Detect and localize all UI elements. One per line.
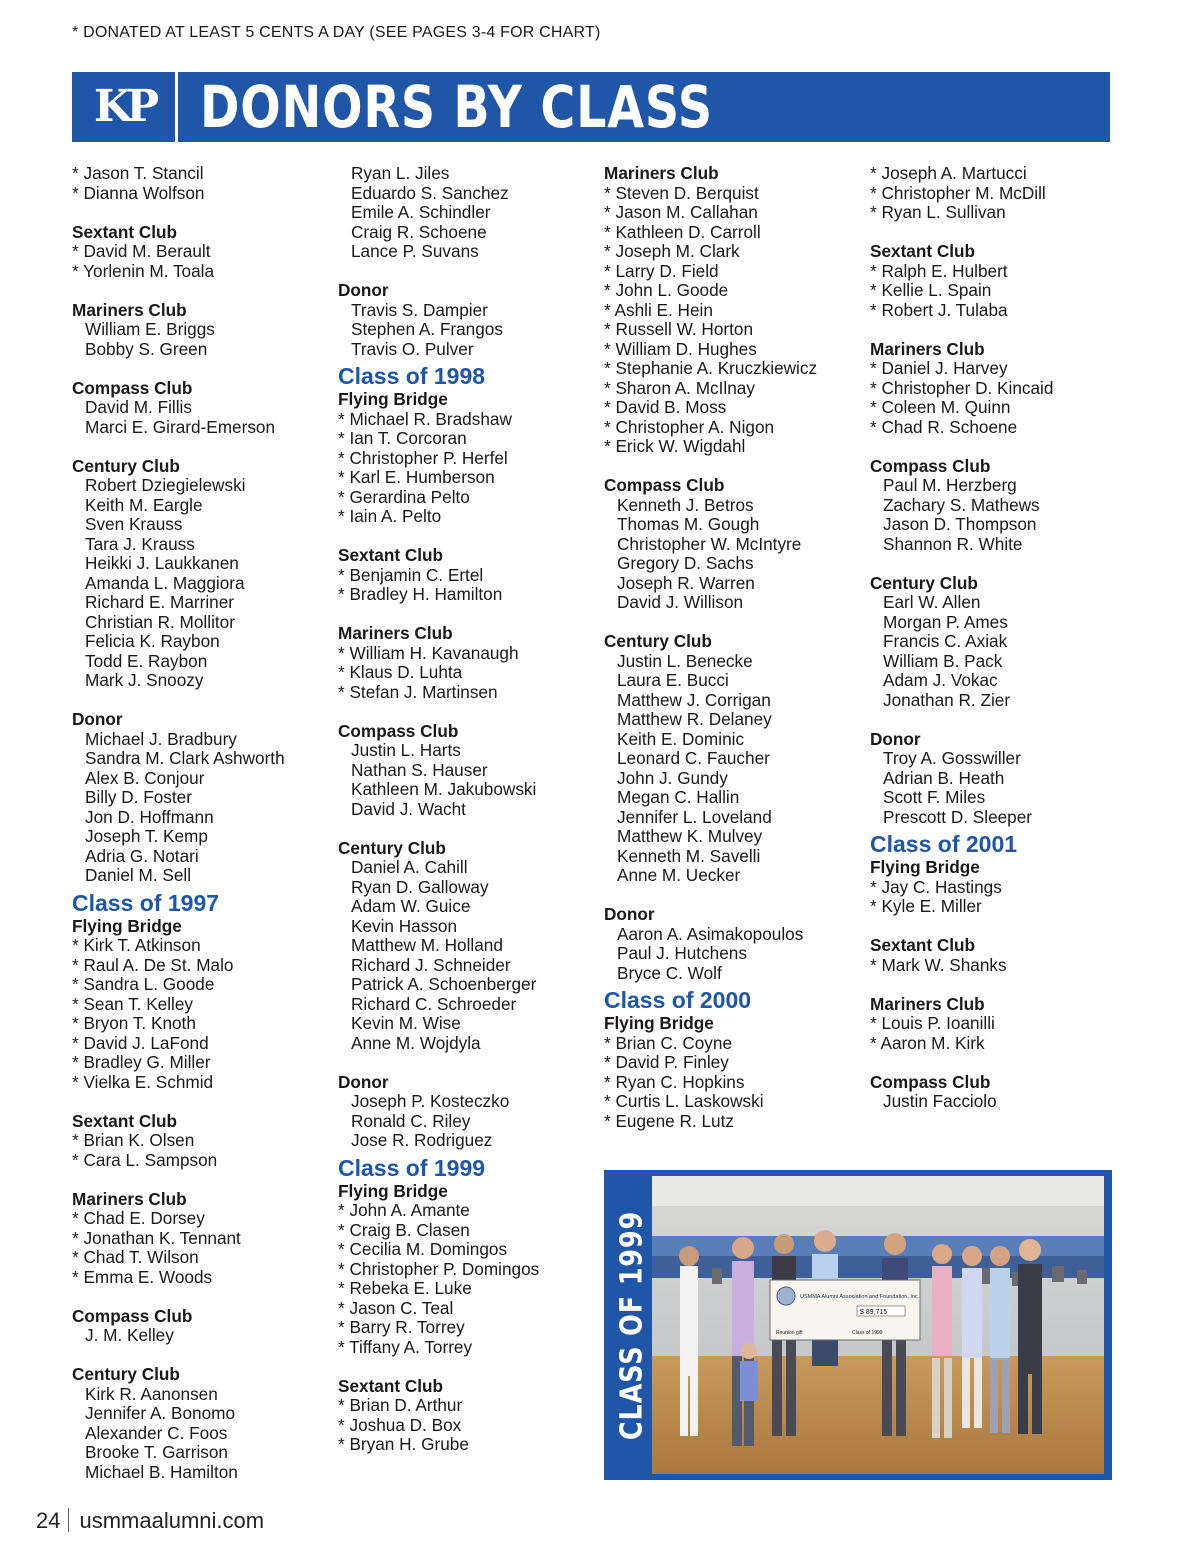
donor-name: Zachary S. Mathews [883, 494, 1040, 515]
donor-name: Laura E. Bucci [617, 670, 729, 690]
spacer [870, 223, 1132, 243]
donor-name: * Erick W. Wigdahl [604, 437, 866, 457]
donor-name: Ryan D. Galloway [351, 876, 489, 897]
donor-name: Robert Dziegielewski [85, 475, 246, 495]
donor-name: * Karl E. Humberson [338, 468, 600, 488]
donor-name: Jennifer A. Bonomo [85, 1403, 236, 1423]
donor-name: Daniel M. Sell [85, 865, 192, 885]
donor-name: Paul J. Hutchens [617, 943, 747, 963]
donor-name: Adria G. Notari [85, 845, 199, 866]
donor-name: * Tiffany A. Torrey [338, 1338, 600, 1358]
donor-name: Matthew K. Mulvey [617, 826, 763, 846]
donor-name: Kenneth M. Savelli [617, 845, 761, 866]
spacer [338, 605, 600, 625]
club-heading: Sextant Club [72, 221, 178, 242]
donor-name: * Christopher M. McDill [870, 184, 1132, 204]
donor-name: Kirk R. Aanonsen [85, 1383, 218, 1404]
donor-name: * Curtis L. Laskowski [604, 1092, 866, 1112]
kp-logo [72, 72, 178, 142]
donor-name: * John L. Goode [604, 281, 866, 301]
spacer [72, 1287, 334, 1307]
donor-name: Brooke T. Garrison [85, 1442, 228, 1462]
donor-name: David J. Willison [617, 592, 744, 612]
donor-name: Alexander C. Foos [85, 1422, 228, 1443]
donor-name: Megan C. Hallin [617, 787, 740, 807]
donor-name: Lance P. Suvans [351, 241, 479, 261]
donor-column-2 [338, 164, 600, 1455]
donor-name: Jon D. Hoffmann [85, 806, 214, 827]
donor-name: Sandra M. Clark Ashworth [85, 748, 285, 768]
donor-name: * Coleen M. Quinn [870, 398, 1132, 418]
donor-name: Jason D. Thompson [883, 514, 1037, 534]
donor-name: * Bradley G. Miller [72, 1053, 334, 1073]
club-heading: Century Club [338, 837, 446, 858]
spacer [72, 1170, 334, 1190]
donor-name: Matthew M. Holland [351, 935, 503, 955]
donor-name: Joseph P. Kosteczko [351, 1091, 510, 1111]
check-payee: USMMA Alumni Association and Foundation, Inc. [800, 1294, 920, 1300]
club-heading: Donor [72, 709, 123, 729]
donor-name: Bobby S. Green [85, 338, 208, 359]
donor-name: * Jay C. Hastings [870, 878, 1132, 898]
club-heading: Donor [338, 280, 389, 300]
spacer [338, 1053, 600, 1073]
spacer [338, 1357, 600, 1377]
donor-name: * Bradley H. Hamilton [338, 585, 600, 605]
club-heading: Donor [870, 728, 921, 749]
donor-name: Ryan L. Jiles [351, 163, 450, 183]
footer-divider [68, 1508, 69, 1532]
donor-name: * Russell W. Horton [604, 320, 866, 340]
class-photo-panel [604, 1170, 1112, 1480]
donor-name: * David P. Finley [604, 1053, 866, 1073]
donor-name: Aaron A. Asimakopoulos [617, 923, 804, 944]
donor-name: Richard J. Schneider [351, 954, 511, 975]
spacer [72, 691, 334, 711]
donor-name: John J. Gundy [617, 767, 728, 788]
club-heading: Sextant Club [870, 935, 976, 955]
donor-name: Eduardo S. Sanchez [351, 182, 509, 203]
club-heading: Mariners Club [604, 163, 719, 183]
donor-name: Justin Facciolo [883, 1091, 997, 1111]
donor-column-1 [72, 164, 334, 1482]
donor-name: * Kirk T. Atkinson [72, 936, 334, 956]
spacer [72, 437, 334, 457]
donor-name: * Vielka E. Schmid [72, 1073, 334, 1093]
donor-name: * Aaron M. Kirk [870, 1034, 1132, 1054]
donor-name: Justin L. Harts [351, 740, 461, 760]
donor-name: Bryce C. Wolf [617, 962, 722, 983]
donor-name: * Christopher A. Nigon [604, 418, 866, 438]
donor-name: Felicia K. Raybon [85, 631, 220, 651]
spacer [870, 975, 1132, 995]
donor-name: * Ian T. Corcoran [338, 429, 600, 449]
donor-name: * Kyle E. Miller [870, 897, 1132, 917]
donor-name: * Christopher P. Domingos [338, 1260, 600, 1280]
donor-name: Gregory D. Sachs [617, 553, 754, 573]
donor-name: William E. Briggs [85, 319, 215, 339]
check-memo: Reunion gift [776, 1330, 803, 1336]
donor-name: * Cara L. Sampson [72, 1151, 334, 1171]
donor-name: * Sharon A. McIlnay [604, 379, 866, 399]
donor-name: Thomas M. Gough [617, 514, 760, 534]
donor-name: * Bryon T. Knoth [72, 1014, 334, 1034]
club-heading: Compass Club [870, 1071, 991, 1092]
donor-name: Travis O. Pulver [351, 338, 474, 359]
donor-name: * Brian K. Olsen [72, 1131, 334, 1151]
club-heading: Mariners Club [72, 299, 187, 320]
spacer [72, 281, 334, 301]
class-of-1999-photo [652, 1176, 1104, 1474]
donation-footnote: * DONATED AT LEAST 5 CENTS A DAY (SEE PAGES 3-4 FOR CHART) [72, 24, 601, 41]
donor-name: Amanda L. Maggiora [85, 572, 245, 593]
donor-name: Jonathan R. Zier [883, 689, 1011, 710]
club-heading: Compass Club [72, 1305, 193, 1326]
donor-name: * Stefan J. Martinsen [338, 683, 600, 703]
club-heading: Mariners Club [870, 993, 985, 1014]
donor-name: Richard E. Marriner [85, 592, 234, 612]
donor-name: Earl W. Allen [883, 592, 981, 612]
donor-name: Christian R. Mollitor [85, 611, 235, 632]
donor-name: Tara J. Krauss [85, 533, 195, 554]
donor-name: Sven Krauss [85, 514, 183, 534]
donor-name: Daniel A. Cahill [351, 857, 468, 877]
donor-name: * Barry R. Torrey [338, 1318, 600, 1338]
class-heading: Class of 2001 [870, 831, 1018, 857]
club-heading: Flying Bridge [338, 389, 448, 409]
donor-name: Kevin Hasson [351, 915, 458, 936]
spacer [604, 613, 866, 633]
donor-name: Keith M. Eargle [85, 494, 203, 515]
donor-name: * Larry D. Field [604, 262, 866, 282]
spacer [338, 702, 600, 722]
club-heading: Century Club [604, 631, 712, 651]
donor-name: Kathleen M. Jakubowski [351, 779, 537, 799]
donor-name: * Joseph A. Martucci [870, 164, 1132, 184]
donor-name: David M. Fillis [85, 397, 192, 417]
club-heading: Flying Bridge [338, 1180, 448, 1201]
donor-name: * David B. Moss [604, 398, 866, 418]
donor-name: Billy D. Foster [85, 787, 192, 807]
spacer [870, 710, 1132, 730]
club-heading: Mariners Club [870, 338, 985, 359]
donor-name: Alex B. Conjour [85, 767, 205, 788]
donor-name: Heikki J. Laukkanen [85, 553, 239, 573]
donor-name: Stephen A. Frangos [351, 319, 503, 339]
donor-name: * Kathleen D. Carroll [604, 223, 866, 243]
donor-name: * Brian C. Coyne [604, 1034, 866, 1054]
club-heading: Sextant Club [72, 1110, 178, 1131]
donor-name: * Ashli E. Hein [604, 301, 866, 321]
club-heading: Century Club [72, 455, 180, 476]
donor-name: * Rebeka E. Luke [338, 1279, 600, 1299]
donor-name: * Gerardina Pelto [338, 488, 600, 508]
donor-name: Matthew J. Corrigan [617, 689, 771, 710]
donor-name: * Kellie L. Spain [870, 281, 1132, 301]
club-heading: Flying Bridge [72, 915, 182, 936]
donor-name: * Craig B. Clasen [338, 1221, 600, 1241]
club-heading: Donor [338, 1071, 389, 1092]
spacer [72, 359, 334, 379]
spacer [604, 457, 866, 477]
spacer [870, 554, 1132, 574]
donor-name: * Brian D. Arthur [338, 1396, 600, 1416]
donor-name: * Jason T. Stancil [72, 164, 334, 184]
donor-name: * Dianna Wolfson [72, 184, 334, 204]
class-heading: Class of 2000 [604, 987, 752, 1013]
club-heading: Compass Club [72, 377, 193, 398]
donor-name: * Jonathan K. Tennant [72, 1229, 334, 1249]
club-heading: Compass Club [870, 455, 991, 476]
donor-column-4 [870, 164, 1132, 1112]
page-number: 24 [36, 1508, 61, 1533]
donor-name: Joseph T. Kemp [85, 826, 208, 846]
donor-name: Scott F. Miles [883, 787, 986, 807]
club-heading: Flying Bridge [604, 1013, 714, 1033]
donor-name: Anne M. Wojdyla [351, 1032, 481, 1053]
class-heading: Class of 1998 [338, 363, 486, 389]
spacer [870, 320, 1132, 340]
donor-name: Kevin M. Wise [351, 1013, 461, 1033]
donor-name: Prescott D. Sleeper [883, 806, 1033, 827]
club-heading: Mariners Club [72, 1188, 187, 1209]
donor-name: Adam J. Vokac [883, 670, 998, 690]
spacer [870, 1053, 1132, 1073]
spacer [870, 437, 1132, 457]
donor-name: Joseph R. Warren [617, 572, 755, 593]
donor-name: * David J. LaFond [72, 1034, 334, 1054]
donor-name: * Chad R. Schoene [870, 418, 1132, 438]
donor-name: Francis C. Axiak [883, 631, 1008, 651]
donor-name: * Yorlenin M. Toala [72, 262, 334, 282]
donor-name: Anne M. Uecker [617, 865, 741, 885]
donor-name: * Cecilia M. Domingos [338, 1240, 600, 1260]
club-heading: Century Club [870, 572, 978, 593]
donor-name: * Robert J. Tulaba [870, 301, 1132, 321]
donor-name: Ronald C. Riley [351, 1110, 471, 1131]
donor-name: * John A. Amante [338, 1201, 600, 1221]
donor-name: * Christopher D. Kincaid [870, 379, 1132, 399]
donor-name: Emile A. Schindler [351, 202, 491, 222]
donor-name: Nathan S. Hauser [351, 759, 488, 780]
donor-name: Jennifer L. Loveland [617, 806, 772, 827]
section-banner [72, 72, 1110, 142]
donor-name: Marci E. Girard-Emerson [85, 416, 276, 437]
page-title: DONORS BY CLASS [200, 73, 713, 141]
page-footer [36, 1508, 264, 1534]
donor-name: Richard C. Schroeder [351, 993, 517, 1014]
donor-name: * Sandra L. Goode [72, 975, 334, 995]
donor-name: Patrick A. Schoenberger [351, 974, 537, 994]
club-heading: Mariners Club [338, 623, 453, 643]
check-amount: $ 89,715 [860, 1309, 888, 1316]
donor-name: Mark J. Snoozy [85, 670, 204, 690]
donor-name: Kenneth J. Betros [617, 494, 754, 515]
kp-logo-text: KP [93, 81, 154, 132]
donor-name: David J. Wacht [351, 798, 466, 819]
donor-name: Michael B. Hamilton [85, 1461, 238, 1482]
donor-name: * Louis P. Ioanilli [870, 1014, 1132, 1034]
spacer [72, 1092, 334, 1112]
donor-name: Craig R. Schoene [351, 221, 487, 242]
donor-name: Shannon R. White [883, 533, 1023, 554]
donor-name: * Benjamin C. Ertel [338, 566, 600, 586]
footer-website: usmmaalumni.com [79, 1508, 265, 1533]
donor-name: Adam W. Guice [351, 896, 471, 916]
club-heading: Sextant Club [338, 1375, 444, 1396]
donor-name: * Michael R. Bradshaw [338, 410, 600, 430]
donor-name: Matthew R. Delaney [617, 709, 772, 729]
spacer [338, 819, 600, 839]
club-heading: Sextant Club [338, 545, 444, 565]
spacer [338, 527, 600, 547]
donor-name: * Chad T. Wilson [72, 1248, 334, 1268]
donor-name: * Emma E. Woods [72, 1268, 334, 1288]
donor-name: * Bryan H. Grube [338, 1435, 600, 1455]
donor-name: Adrian B. Heath [883, 767, 1005, 788]
donor-name: J. M. Kelley [85, 1325, 174, 1345]
donor-name: * Joseph M. Clark [604, 242, 866, 262]
donor-name: Todd E. Raybon [85, 650, 208, 671]
check-class: Class of 1999 [852, 1330, 883, 1336]
donor-name: * Ryan L. Sullivan [870, 203, 1132, 223]
donor-name: * Stephanie A. Kruczkiewicz [604, 359, 866, 379]
donor-name: * Iain A. Pelto [338, 507, 600, 527]
donor-name: * Joshua D. Box [338, 1416, 600, 1436]
donor-name: * Ryan C. Hopkins [604, 1073, 866, 1093]
donor-name: * Klaus D. Luhta [338, 663, 600, 683]
donor-name: Paul M. Herzberg [883, 475, 1017, 495]
donor-name: Jose R. Rodriguez [351, 1130, 493, 1150]
donor-name: * Sean T. Kelley [72, 995, 334, 1015]
donor-name: William B. Pack [883, 650, 1003, 671]
spacer [338, 262, 600, 282]
photo-side-label [614, 1190, 650, 1460]
donor-name: Morgan P. Ames [883, 611, 1008, 632]
club-heading: Donor [604, 904, 655, 924]
club-heading: Compass Club [338, 720, 459, 741]
class-heading: Class of 1997 [72, 889, 220, 916]
spacer [870, 917, 1132, 937]
donor-name: * William D. Hughes [604, 340, 866, 360]
donor-name: * William H. Kavanaugh [338, 644, 600, 664]
donor-name: * Raul A. De St. Malo [72, 956, 334, 976]
spacer [72, 203, 334, 223]
photo-label-text: CLASS OF 1999 [614, 1210, 650, 1440]
donor-name: Michael J. Bradbury [85, 728, 237, 749]
donor-name: * Jason M. Callahan [604, 203, 866, 223]
oversized-check [770, 1280, 920, 1340]
club-heading: Century Club [72, 1364, 180, 1384]
class-heading: Class of 1999 [338, 1154, 486, 1181]
spacer [604, 886, 866, 906]
donor-name: Troy A. Gosswiller [883, 748, 1021, 768]
donor-name: Keith E. Dominic [617, 728, 745, 749]
donor-name: * Eugene R. Lutz [604, 1112, 866, 1132]
donor-name: * Mark W. Shanks [870, 956, 1132, 976]
donor-name: * Ralph E. Hulbert [870, 262, 1132, 282]
club-heading: Sextant Club [870, 241, 976, 261]
donor-name: * Christopher P. Herfel [338, 449, 600, 469]
donor-name: * Jason C. Teal [338, 1299, 600, 1319]
spacer [72, 1346, 334, 1366]
club-heading: Flying Bridge [870, 857, 980, 877]
donor-name: * Steven D. Berquist [604, 184, 866, 204]
donor-name: Christopher W. McIntyre [617, 533, 802, 554]
donor-name: * Chad E. Dorsey [72, 1209, 334, 1229]
donor-name: * Daniel J. Harvey [870, 359, 1132, 379]
donor-name: Justin L. Benecke [617, 650, 753, 671]
donor-name: Leonard C. Faucher [617, 748, 770, 768]
club-heading: Compass Club [604, 475, 725, 495]
donor-name: Travis S. Dampier [351, 299, 488, 320]
donor-column-3 [604, 164, 866, 1131]
donor-name: * David M. Berault [72, 242, 334, 262]
